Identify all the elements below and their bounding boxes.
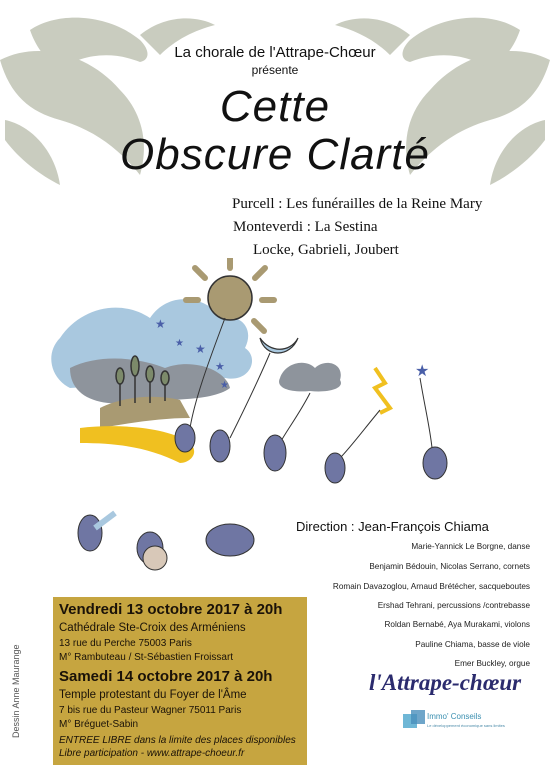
sponsor-tagline: Le développement économique sans limites (427, 723, 505, 728)
svg-text:★: ★ (175, 338, 184, 349)
svg-text:★: ★ (415, 363, 430, 380)
concert2-address: 7 bis rue du Pasteur Wagner 75011 Paris (59, 705, 242, 716)
svg-text:★: ★ (220, 380, 229, 391)
director: Direction : Jean-François Chiama (296, 519, 489, 534)
program-item: Purcell : Les funérailles de la Reine Mary (232, 196, 483, 212)
sponsor-logo-icon (403, 710, 425, 732)
chorale-logo: l'Attrape-chœur (369, 670, 522, 695)
svg-text:★: ★ (215, 361, 225, 373)
presents-label: présente (251, 63, 299, 77)
sponsor-name: Immo' Conseils (427, 712, 482, 721)
svg-text:★: ★ (195, 342, 206, 356)
concert2-venue: Temple protestant du Foyer de l'Âme (59, 689, 247, 701)
performer: Roldan Bernabé, Aya Murakami, violons (384, 620, 530, 629)
concert-info-box (53, 597, 307, 765)
illustration (40, 258, 510, 588)
performer: Marie-Yannick Le Borgne, danse (411, 542, 530, 551)
concert1-metro: M° Rambuteau / St-Sébastien Froissart (59, 652, 234, 663)
concert1-venue: Cathédrale Ste-Croix des Arméniens (59, 622, 246, 634)
performer: Pauline Chiama, basse de viole (415, 640, 530, 649)
svg-text:★: ★ (155, 317, 166, 331)
title-line-2: Obscure Clarté (120, 130, 430, 179)
program-item: Monteverdi : La Sestina (233, 219, 378, 235)
performer: Benjamin Bédouin, Nicolas Serrano, cornets (369, 562, 530, 571)
performer: Romain Davazoglou, Arnaud Brétécher, sacqueboutes (332, 582, 530, 591)
participation-note: Libre participation - www.attrape-choeur.fr (59, 748, 245, 759)
title-line-1: Cette (219, 82, 331, 131)
concert2-metro: M° Bréguet-Sabin (59, 719, 139, 730)
concert1-date: Vendredi 13 octobre 2017 à 20h (59, 601, 283, 618)
performer: Ershad Tehrani, percussions /contrebasse (377, 601, 530, 610)
performer: Emer Buckley, orgue (454, 659, 530, 668)
concert1-address: 13 rue du Perche 75003 Paris (59, 638, 192, 649)
illustration-credit: Dessin Anne Maurange (11, 644, 21, 738)
entry-note: ENTREE LIBRE dans la limite des places disponibles (59, 735, 296, 746)
concert2-date: Samedi 14 octobre 2017 à 20h (59, 668, 273, 685)
program-item: Locke, Gabrieli, Joubert (253, 242, 399, 258)
chorale-intro: La chorale de l'Attrape-Chœur (174, 44, 376, 61)
